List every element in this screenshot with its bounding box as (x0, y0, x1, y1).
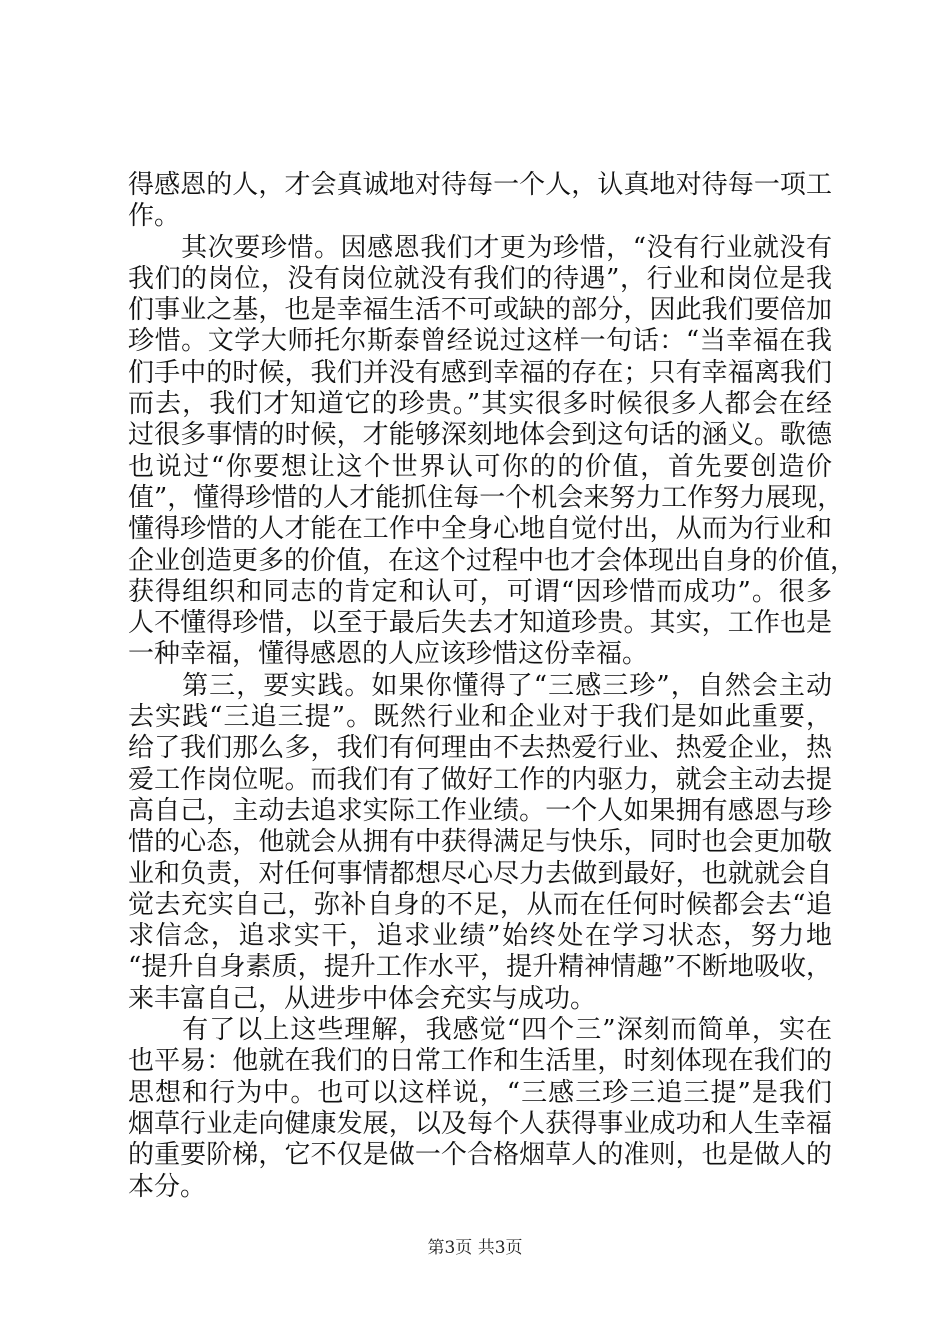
paragraph-2 (128, 232, 857, 671)
paragraph-3 (128, 671, 832, 1015)
text-line: 也说过“你要想让这个世界认可你的的价值，首先要创造价 (128, 451, 832, 482)
text-line: 获得组织和同志的肯定和认可，可谓“因珍惜而成功”。很多 (128, 576, 832, 607)
text-line: 的重要阶梯，它不仅是做一个合格烟草人的准则，也是做人的 (128, 1140, 832, 1171)
text-line: 惜的心态，他就会从拥有中获得满足与快乐，同时也会更加敬 (128, 827, 832, 858)
text-line: 一种幸福，懂得感恩的人应该珍惜这份幸福。 (128, 639, 649, 670)
page-number-footer: 第3页 共3页 (427, 1238, 523, 1258)
text-line: 我们的岗位，没有岗位就没有我们的待遇”，行业和岗位是我 (128, 263, 832, 294)
text-line: 作。 (128, 201, 181, 232)
paragraph-4 (128, 1015, 832, 1203)
text-line: 其次要珍惜。因感恩我们才更为珍惜，“没有行业就没有 (128, 232, 832, 263)
text-line: 过很多事情的时候，才能够深刻地体会到这句话的涵义。歌德 (128, 420, 832, 451)
text-line: 第三，要实践。如果你懂得了“三感三珍”，自然会主动 (128, 670, 832, 701)
text-line: 本分。 (128, 1171, 207, 1202)
text-line: 们手中的时候，我们并没有感到幸福的存在；只有幸福离我们 (128, 357, 832, 388)
paragraph-1 (128, 170, 832, 233)
text-line: 给了我们那么多，我们有何理由不去热爱行业、热爱企业，热 (128, 733, 832, 764)
text-line: 珍惜。文学大师托尔斯泰曾经说过这样一句话：“当幸福在我 (128, 326, 832, 357)
document-body (128, 170, 857, 1203)
text-line: 烟草行业走向健康发展，以及每个人获得事业成功和人生幸福 (128, 1108, 832, 1139)
text-line: 来丰富自己，从进步中体会充实与成功。 (128, 983, 597, 1014)
text-line: 求信念，追求实干，追求业绩”始终处在学习状态，努力地 (128, 921, 832, 952)
text-line: 思想和行为中。也可以这样说，“三感三珍三追三提”是我们 (128, 1077, 832, 1108)
text-line: 得感恩的人，才会真诚地对待每一个人，认真地对待每一项工 (128, 170, 832, 200)
text-line: 爱工作岗位呢。而我们有了做好工作的内驱力，就会主动去提 (128, 764, 832, 795)
text-line: 去实践“三追三提”。既然行业和企业对于我们是如此重要， (128, 702, 832, 733)
text-line: 也平易：他就在我们的日常工作和生活里，时刻体现在我们的 (128, 1046, 832, 1077)
text-line: 有了以上这些理解，我感觉“四个三”深刻而简单，实在 (128, 1015, 832, 1046)
text-line: 企业创造更多的价值，在这个过程中也才会体现出自身的价值， (128, 545, 857, 576)
text-line: 人不懂得珍惜，以至于最后失去才知道珍贵。其实，工作也是 (128, 608, 832, 639)
text-line: 懂得珍惜的人才能在工作中全身心地自觉付出，从而为行业和 (128, 514, 832, 545)
text-line: 高自己，主动去追求实际工作业绩。一个人如果拥有感恩与珍 (128, 795, 832, 826)
text-line: 值”，懂得珍惜的人才能抓住每一个机会来努力工作努力展现， (128, 482, 844, 513)
text-line: 觉去充实自己，弥补自身的不足，从而在任何时候都会去“追 (128, 889, 832, 920)
text-line: “提升自身素质，提升工作水平，提升精神情趣”不断地吸收， (128, 952, 832, 983)
text-line: 而去，我们才知道它的珍贵。”其实很多时候很多人都会在经 (128, 389, 832, 420)
text-line: 们事业之基，也是幸福生活不可或缺的部分，因此我们要倍加 (128, 295, 832, 326)
text-line: 业和负责，对任何事情都想尽心尽力去做到最好，也就就会自 (128, 858, 832, 889)
